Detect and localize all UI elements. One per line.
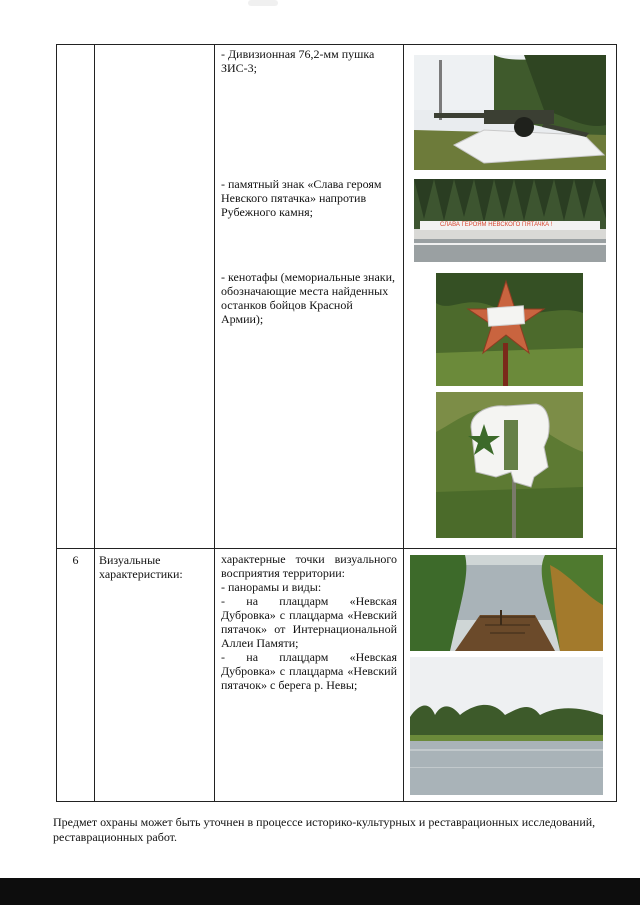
scan-mark	[248, 0, 278, 6]
item-memorial-sign: - памятный знак «Слава героям Невского пятачка» напротив Рубежного камня;	[221, 177, 382, 219]
banner-text: СЛАВА ГЕРОЯМ НЕВСКОГО ПЯТАЧКА !	[440, 222, 553, 228]
label-cell	[95, 549, 215, 802]
photo-cell	[404, 549, 617, 802]
photo-cell	[404, 45, 617, 549]
item-cenotaphs: - кенотафы (мемориальные знаки, обозначающие места найденных останков бойцов Красной Армии);	[221, 270, 396, 326]
alley-view-photo	[410, 555, 603, 651]
description-cell	[215, 45, 404, 549]
item-zis3: - Дивизионная 76,2-мм пушка ЗИС-3;	[221, 47, 375, 75]
footer-note: Предмет охраны может быть уточнен в процессе историко-культурных и реставрационных исследований, реставрационных работ.	[53, 815, 596, 844]
row-number: 6	[72, 553, 79, 567]
row-label: Визуальные характеристики:	[99, 553, 183, 581]
visual-intro: характерные точки визуального восприятия территории:	[221, 552, 397, 580]
banner-photo	[414, 179, 606, 262]
cannon-photo	[414, 55, 606, 170]
view-from-bank: - на плацдарм «Невская Дубровка» с плацдарма «Невский пятачок» с берега р. Невы;	[221, 650, 397, 692]
cenotaph-photo	[436, 392, 583, 538]
number-cell	[57, 45, 95, 549]
river-view-photo	[410, 657, 603, 795]
scan-edge	[0, 878, 640, 905]
protection-table	[56, 44, 617, 802]
table-row	[57, 549, 617, 802]
panoramas-heading: - панорамы и виды:	[221, 580, 322, 594]
label-cell	[95, 45, 215, 549]
table-row	[57, 45, 617, 549]
number-cell	[57, 549, 95, 802]
star-cenotaph-photo	[436, 273, 583, 386]
description-cell	[215, 549, 404, 802]
view-from-alley: - на плацдарм «Невская Дубровка» с плацдарма «Невский пятачок» от Интернациональной Аллеи Памяти;	[221, 594, 397, 650]
